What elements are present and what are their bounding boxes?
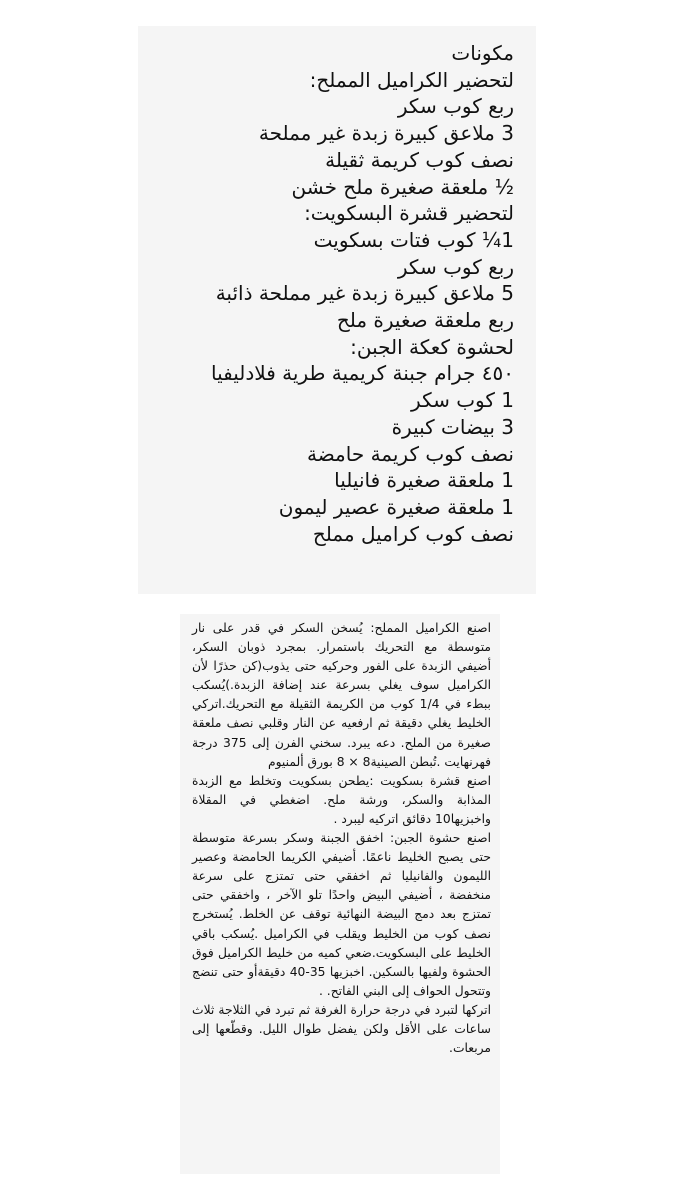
- caramel-section-heading: لتحضير الكراميل المملح:: [309, 67, 514, 92]
- ingredient-line: نصف كوب كريمة ثقيلة: [325, 147, 514, 172]
- crust-step: اصنع قشرة بسكويت :يطحن بسكويت وتخلط مع الزبدة المذابة والسكر، ورشة ملح. اضغطي في المقلاة واخبزيها10 دقائق اتركيه ليبرد .: [192, 773, 491, 826]
- cooling-step: اتركها لتبرد في درجة حرارة الغرفة ثم تبرد في الثلاجة ثلاث ساعات على الأقل ولكن يفضل طوال الليل. وقطّعها إلى مربعات.: [192, 1002, 491, 1056]
- crust-section-heading: لتحضير قشرة البسكويت:: [304, 201, 514, 226]
- ingredient-line: 1 كوب سكر: [411, 388, 514, 413]
- ingredient-line: ½ ملعقة صغيرة ملح خشن: [291, 174, 514, 199]
- ingredient-line: ربع ملعقة صغيرة ملح: [336, 308, 514, 333]
- ingredient-line: ٤٥٠ جرام جبنة كريمية طرية فلادليفيا: [211, 361, 514, 386]
- ingredient-line: 3 بيضات كبيرة: [391, 414, 514, 439]
- ingredient-line: نصف كوب كريمة حامضة: [306, 441, 514, 466]
- ingredient-line: 1 ملعقة صغيرة فانيليا: [334, 468, 514, 493]
- filling-step: اصنع حشوة الجبن: اخفق الجبنة وسكر بسرعة متوسطة حتى يصبح الخليط ناعمًا. أضيفي الكريما الحامضة وعصير الليمون والفانيليا ثم اخفقي حتى تمتزج على سرعة منخفضة ، أضيفي البيض واحدًا تلو الآخر ، واخفقي حتى تمتزج بعد دمج البيضة النهائية توقف عن الخلط. يُستخرج نصف كوب من الخليط ويقلب في الكراميل .يُسكب باقي الخليط على البسكويت.ضعي كميه من خليط الكراميل فوق الحشوة ولفيها بالسكين. اخبزيها 35-40 دقيقةأو حتى تنضج وتتحول الحواف إلى البني الفاتح. .: [192, 831, 491, 998]
- ingredient-line: 3 ملاعق كبيرة زبدة غير مملحة: [258, 121, 514, 146]
- caramel-step: اصنع الكراميل المملح: يُسخن السكر في قدر على نار متوسطة مع التحريك باستمرار. بمجرد ذوبان السكر، أضيفي الزبدة على الفور وحركيه حتى يذوب(كن حذرًا لأن الكراميل سوف يغلي بسرعة عند إضافة الزبدة.)يُسكب ببطء في 1/4 كوب من الكريمة الثقيلة مع التحريك.اتركي الخليط يغلي دقيقة ثم ارفعيه عن النار وقلبي نصف ملعقة صغيرة من الملح. دعه يبرد. سخني الفرن إلى 375 درجة فهرنهايت .تُبطن الصينية8 × 8 بورق ألمنيوم: [192, 621, 491, 769]
- ingredient-line: 1 ملعقة صغيرة عصير ليمون: [278, 494, 514, 519]
- ingredient-line: نصف كوب كراميل مملح: [312, 521, 514, 546]
- filling-section-heading: لحشوة كعكة الجبن:: [350, 334, 514, 359]
- ingredient-line: ربع كوب سكر: [397, 94, 514, 119]
- ingredient-line: 1¼ كوب فتات بسكويت: [313, 227, 514, 252]
- method-card: [180, 614, 500, 1174]
- ingredients-card: [138, 26, 536, 594]
- ingredient-line: 5 ملاعق كبيرة زبدة غير مملحة ذائبة: [215, 281, 514, 306]
- ingredients-heading: مكونات: [451, 41, 514, 65]
- ingredient-line: ربع كوب سكر: [397, 254, 514, 279]
